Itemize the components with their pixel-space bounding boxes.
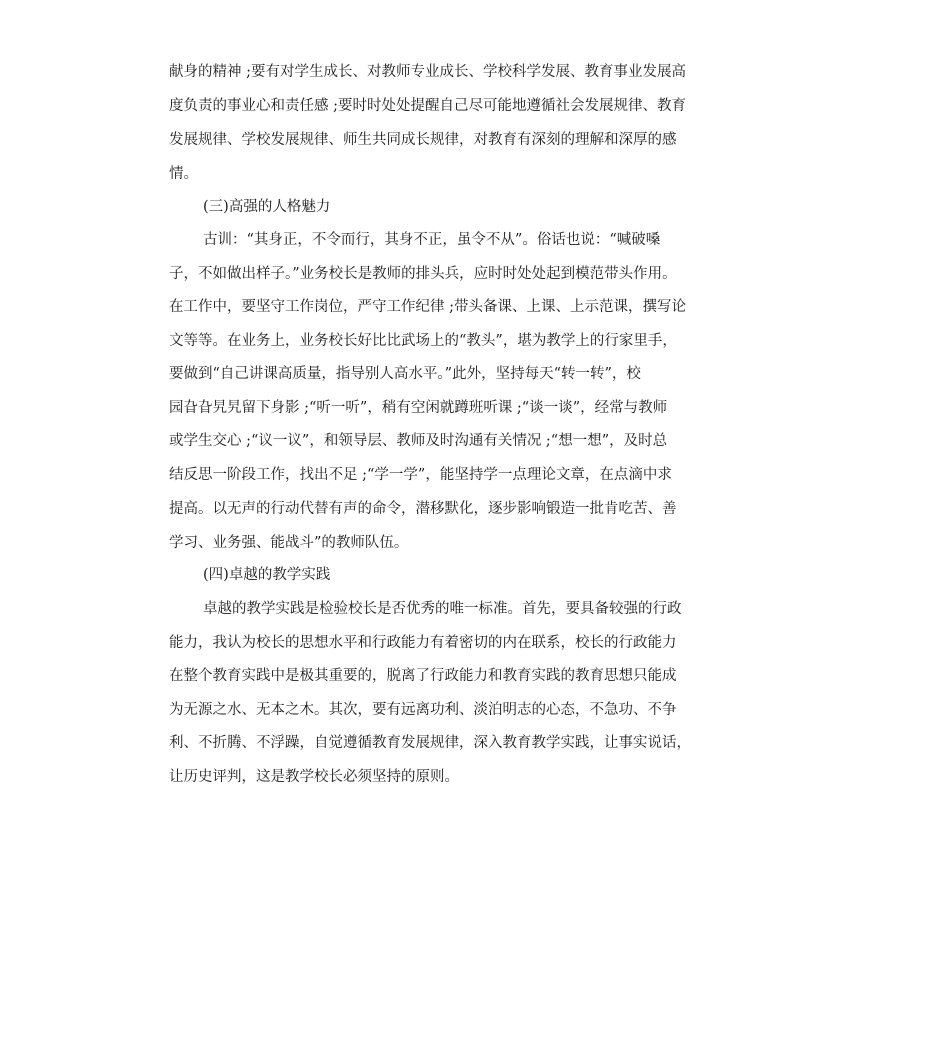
text-line: 发展规律、学校发展规律、师生共同成长规律，对教育有深刻的理解和深厚的感 bbox=[169, 132, 677, 148]
text-line: 要做到“自己讲课高质量，指导别人高水平。”此外，坚持每天“转一转”，校 bbox=[169, 366, 641, 382]
text-line: 园旮旮旯旯留下身影 ;“听一听”，稍有空闲就蹲班听课 ;“谈一谈”，经常与教师 bbox=[169, 400, 668, 416]
text-line: 让历史评判，这是教学校长必须坚持的原则。 bbox=[169, 769, 459, 785]
text-line: 在工作中，要坚守工作岗位，严守工作纪律 ;带头备课、上课、上示范课，撰写论 bbox=[169, 299, 686, 315]
text-line: 情。 bbox=[169, 166, 198, 182]
section-heading: (四)卓越的教学实践 bbox=[203, 567, 331, 583]
text-line: 利、不折腾、不浮躁，自觉遵循教育发展规律，深入教育教学实践，让事实说话， bbox=[169, 735, 691, 751]
text-line: 在整个教育实践中是极其重要的，脱离了行政能力和教育实践的教育思想只能成 bbox=[169, 668, 677, 684]
text-line: 或学生交心 ;“议一议”，和领导层、教师及时沟通有关情况 ;“想一想”，及时总 bbox=[169, 433, 668, 449]
text-line: 结反思一阶段工作，找出不足 ;“学一学”，能坚持学一点理论文章，在点滴中求 bbox=[169, 467, 672, 483]
text-line: 古训：“其身正，不令而行，其身不正，虽令不从”。俗话也说：“喊破嗓 bbox=[203, 232, 661, 248]
text-line: 度负责的事业心和责任感 ;要时时处处提醒自己尽可能地遵循社会发展规律、教育 bbox=[169, 98, 686, 114]
text-line: 文等等。在业务上，业务校长好比比武场上的“教头”，堪为教学上的行家里手， bbox=[169, 333, 677, 349]
text-line: 卓越的教学实践是检验校长是否优秀的唯一标准。首先，要具备较强的行政 bbox=[203, 601, 682, 617]
text-line: 为无源之水、无本之木。其次，要有远离功利、淡泊明志的心态，不急功、不争 bbox=[169, 702, 677, 718]
text-line: 能力，我认为校长的思想水平和行政能力有着密切的内在联系，校长的行政能力 bbox=[169, 635, 677, 651]
text-line: 学习、业务强、能战斗”的教师队伍。 bbox=[169, 535, 409, 551]
text-line: 子，不如做出样子。”业务校长是教师的排头兵，应时时处处起到模范带头作用。 bbox=[169, 266, 677, 282]
text-line: 提高。以无声的行动代替有声的命令，潜移默化，逐步影响锻造一批肯吃苦、善 bbox=[169, 501, 677, 517]
section-heading: (三)高强的人格魅力 bbox=[203, 199, 331, 215]
text-line: 献身的精神 ;要有对学生成长、对教师专业成长、学校科学发展、教育事业发展高 bbox=[169, 64, 686, 80]
